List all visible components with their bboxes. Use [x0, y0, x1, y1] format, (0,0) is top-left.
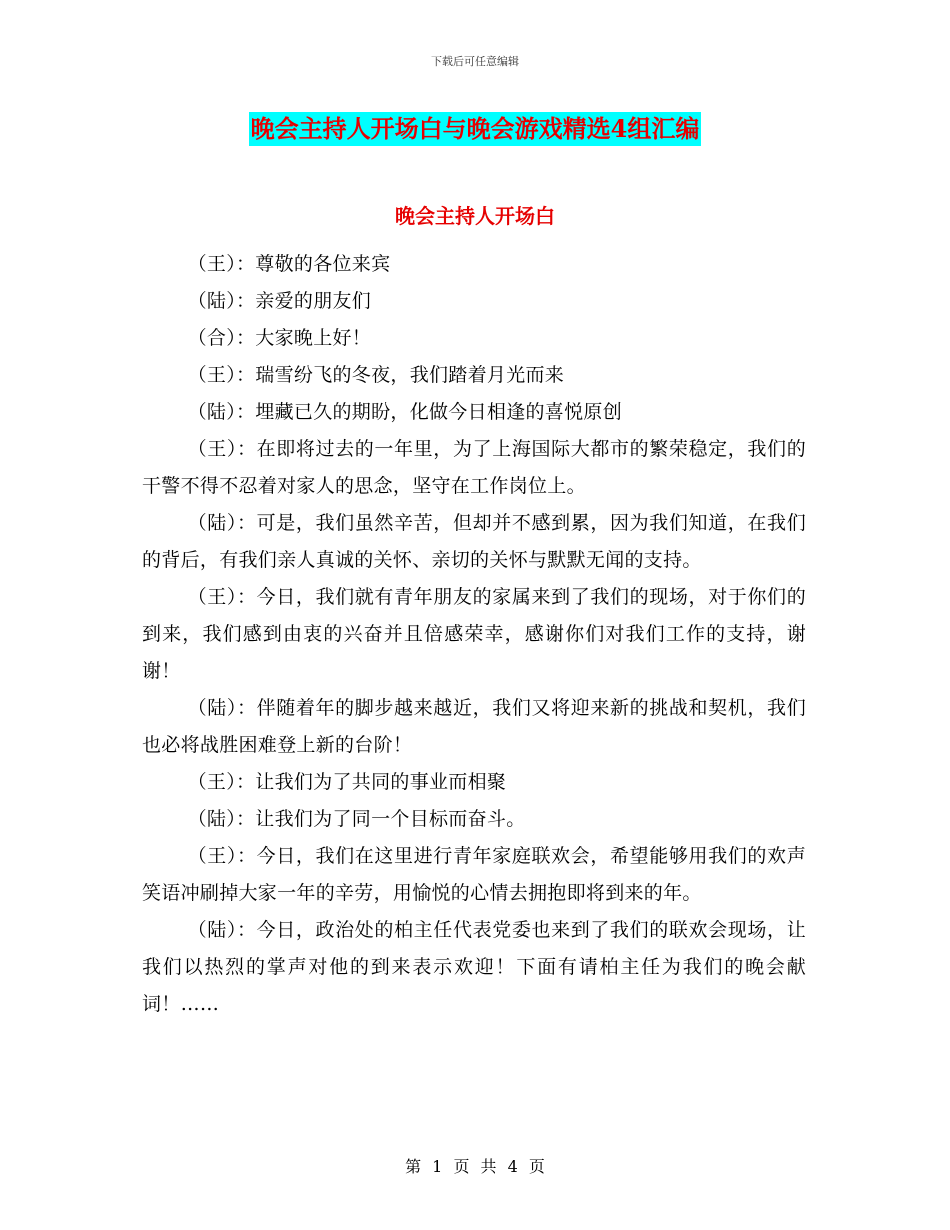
- paragraph: （陆）：可是，我们虽然辛苦，但却并不感到累，因为我们知道，在我们的背后，有我们亲人真诚的关怀、亲切的关怀与默默无闻的支持。: [142, 512, 806, 571]
- document-title: 晚会主持人开场白与晚会游戏精选4组汇编: [249, 112, 702, 146]
- paragraph: （陆）：亲爱的朋友们: [187, 290, 372, 312]
- paragraph: （合）：大家晚上好！: [187, 327, 372, 349]
- paragraph: （王）：让我们为了共同的事业而相聚: [187, 771, 507, 793]
- paragraph: （王）：瑞雪纷飞的冬夜，我们踏着月光而来: [187, 364, 565, 386]
- paragraph: （陆）：埋藏已久的期盼，化做今日相逢的喜悦原创: [187, 401, 622, 423]
- paragraph: （王）：今日，我们在这里进行青年家庭联欢会，希望能够用我们的欢声笑语冲刷掉大家一年的辛劳，用愉悦的心情去拥抱即将到来的年。: [142, 845, 806, 904]
- paragraph: （王）：在即将过去的一年里，为了上海国际大都市的繁荣稳定，我们的干警不得不忍着对家人的思念，坚守在工作岗位上。: [142, 438, 806, 497]
- paragraph: （王）：今日，我们就有青年朋友的家属来到了我们的现场，对于你们的到来，我们感到由衷的兴奋并且倍感荣幸，感谢你们对我们工作的支持，谢谢！: [142, 586, 806, 682]
- paragraph: （陆）：伴随着年的脚步越来越近，我们又将迎来新的挑战和契机，我们也必将战胜困难登上新的台阶！: [142, 697, 806, 756]
- paragraph: （陆）：让我们为了同一个目标而奋斗。: [187, 808, 526, 830]
- section-title: 晚会主持人开场白: [395, 204, 555, 228]
- header-note: 下载后可任意编辑: [431, 55, 519, 68]
- page-footer: 第 1 页 共 4 页: [405, 1157, 545, 1176]
- document-title-container: [0, 112, 950, 146]
- document-body: [142, 246, 806, 1023]
- paragraph: （陆）：今日，政治处的柏主任代表党委也来到了我们的联欢会现场，让我们以热烈的掌声对他的到来表示欢迎！下面有请柏主任为我们的晚会献词！……: [142, 919, 806, 1015]
- paragraph: （王）：尊敬的各位来宾: [187, 253, 391, 275]
